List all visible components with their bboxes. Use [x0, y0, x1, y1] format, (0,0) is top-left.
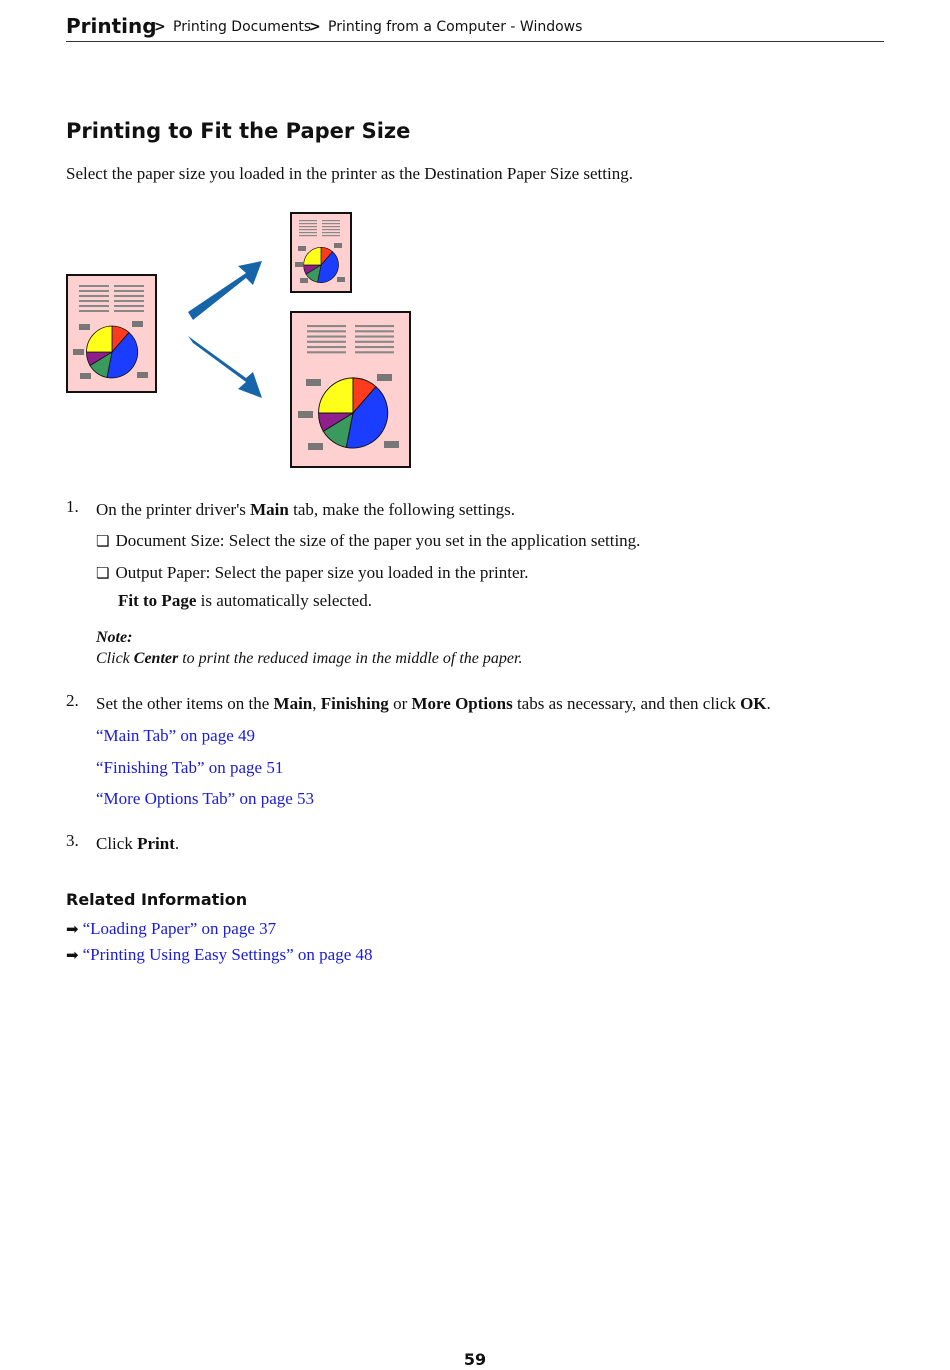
breadcrumb-root[interactable]: Printing: [66, 14, 157, 38]
intro-paragraph: Select the paper size you loaded in the printer as the Destination Paper Size setting.: [66, 164, 633, 183]
step-1-text: On the printer driver's Main tab, make the following settings.: [96, 500, 516, 519]
step-2-text: Set the other items on the Main, Finishing or More Options tabs as necessary, and then click OK.: [96, 694, 771, 713]
checkbox-bullet-icon: ❏: [96, 532, 110, 550]
original-document: [67, 275, 156, 392]
arrow-down-icon: [188, 336, 262, 398]
related-link-row: [66, 945, 373, 965]
bullet-document-size: ❏ Document Size: Select the size of the paper you set in the application setting.: [96, 531, 641, 550]
pie-chart-icon: [86, 326, 137, 378]
link-loading-paper[interactable]: “Loading Paper” on page 37: [82, 919, 277, 938]
reduced-document: [291, 213, 351, 292]
arrow-up-icon: [188, 261, 262, 320]
step-number: 3.: [66, 831, 79, 850]
step-number: 1.: [66, 497, 79, 516]
bullet-output-paper: ❏ Output Paper: Select the paper size you loaded in the printer.: [96, 563, 529, 582]
section-title: Printing to Fit the Paper Size: [66, 119, 411, 143]
link-main-tab[interactable]: “Main Tab” on page 49: [96, 726, 256, 745]
breadcrumb-separator: >: [154, 19, 166, 35]
breadcrumb-item-printing-documents[interactable]: Printing Documents: [173, 19, 312, 35]
note-title: Note:: [96, 629, 133, 646]
note-text: Click Center to print the reduced image in the middle of the paper.: [96, 650, 523, 667]
breadcrumb-item-printing-from-computer[interactable]: Printing from a Computer - Windows: [328, 19, 583, 35]
link-more-options-tab[interactable]: “More Options Tab” on page 53: [96, 789, 315, 808]
enlarged-document: [291, 312, 410, 467]
related-information-title: Related Information: [66, 890, 248, 909]
page-number: 59: [463, 1350, 487, 1369]
breadcrumb: [66, 12, 884, 42]
fit-to-page-illustration: [66, 212, 416, 472]
arrow-right-icon: ➡: [66, 920, 79, 938]
link-printing-easy-settings[interactable]: “Printing Using Easy Settings” on page 48: [82, 945, 373, 964]
arrow-right-icon: ➡: [66, 946, 79, 964]
step-3-text: Click Print.: [96, 834, 180, 853]
breadcrumb-separator: >: [309, 19, 321, 35]
link-finishing-tab[interactable]: “Finishing Tab” on page 51: [96, 758, 284, 777]
checkbox-bullet-icon: ❏: [96, 564, 110, 582]
fit-to-page-text: Fit to Page is automatically selected.: [118, 591, 372, 610]
step-number: 2.: [66, 691, 79, 710]
related-link-row: [66, 919, 276, 939]
